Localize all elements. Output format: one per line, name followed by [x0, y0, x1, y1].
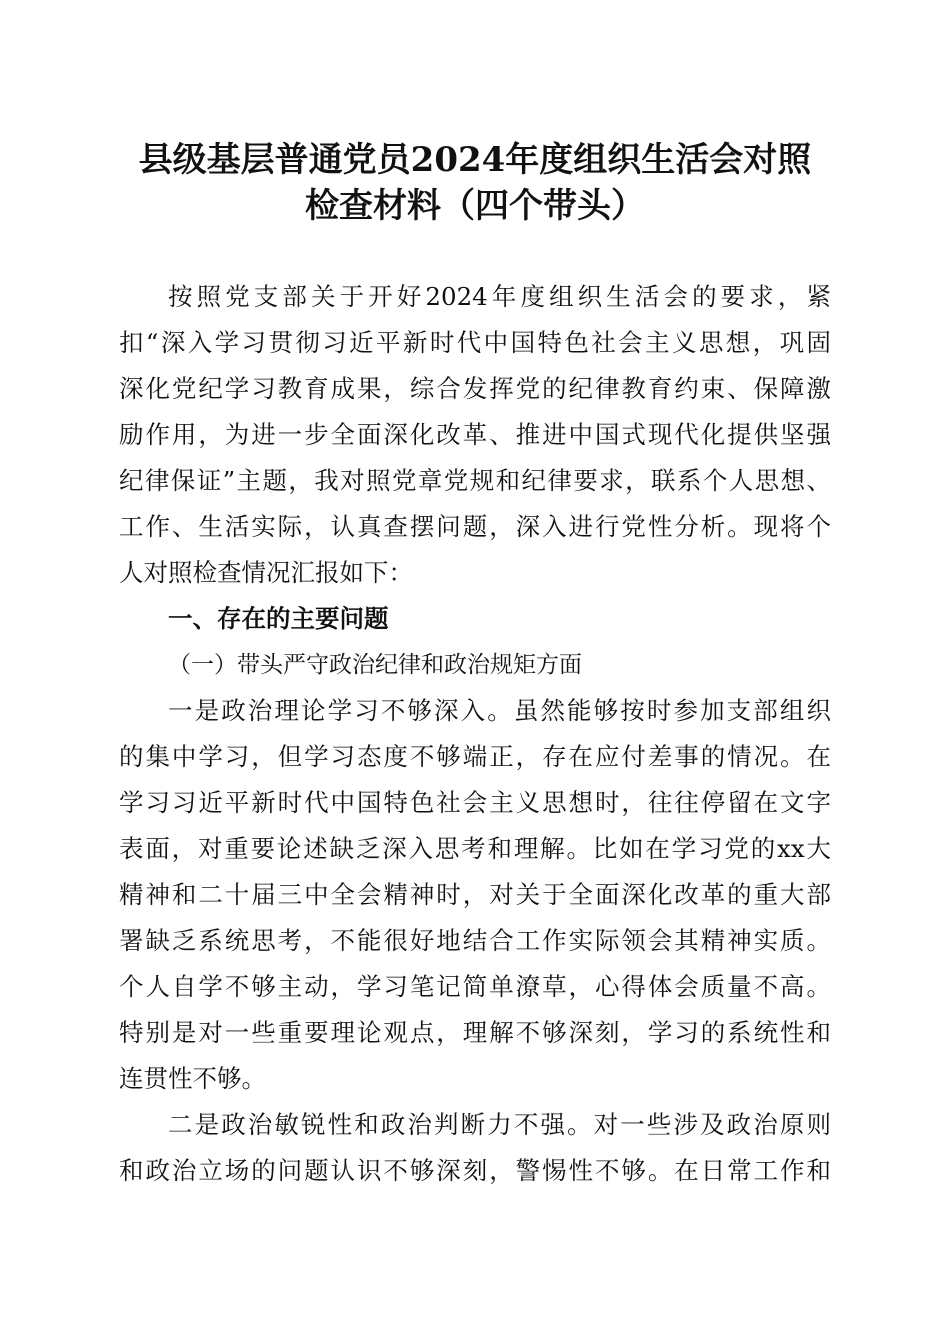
- paragraph-line: 表面，对重要论述缺乏深入思考和理解。比如在学习党的xx大: [119, 834, 831, 863]
- intro-line: 纪律保证”主题，我对照党章党规和纪律要求，联系个人思想、: [119, 466, 831, 495]
- intro-line: 工作、生活实际，认真查摆问题，深入进行党性分析。现将个: [119, 512, 831, 541]
- intro-line: 深化党纪学习教育成果，综合发挥党的纪律教育约束、保障激: [119, 374, 831, 403]
- intro-line: 按照党支部关于开好2024年度组织生活会的要求，紧: [168, 282, 831, 311]
- paragraph-line: 精神和二十届三中全会精神时，对关于全面深化改革的重大部: [119, 880, 831, 909]
- intro-line: 励作用，为进一步全面深化改革、推进中国式现代化提供坚强: [119, 420, 831, 449]
- document-title-line-2: 检查材料（四个带头）: [305, 186, 645, 226]
- paragraph-line: 一是政治理论学习不够深入。虽然能够按时参加支部组织: [168, 696, 831, 725]
- document-title-line-1: 县级基层普通党员2024年度组织生活会对照: [138, 140, 812, 180]
- paragraph-line: 的集中学习，但学习态度不够端正，存在应付差事的情况。在: [119, 742, 831, 771]
- paragraph-line: 学习习近平新时代中国特色社会主义思想时，往往停留在文字: [119, 788, 831, 817]
- subsection-heading: （一）带头严守政治纪律和政治规矩方面: [168, 652, 582, 678]
- intro-line: 人对照检查情况汇报如下：: [119, 558, 413, 587]
- paragraph-line: 连贯性不够。: [119, 1064, 266, 1093]
- section-heading: 一、存在的主要问题: [168, 604, 389, 633]
- paragraph-line: 二是政治敏锐性和政治判断力不强。对一些涉及政治原则: [168, 1110, 831, 1139]
- paragraph-line: 个人自学不够主动，学习笔记简单潦草，心得体会质量不高。: [119, 972, 831, 1001]
- intro-line: 扣“深入学习贯彻习近平新时代中国特色社会主义思想，巩固: [119, 328, 831, 357]
- paragraph-line: 和政治立场的问题认识不够深刻，警惕性不够。在日常工作和: [119, 1156, 831, 1185]
- paragraph-line: 署缺乏系统思考，不能很好地结合工作实际领会其精神实质。: [119, 926, 831, 955]
- paragraph-line: 特别是对一些重要理论观点，理解不够深刻，学习的系统性和: [119, 1018, 831, 1047]
